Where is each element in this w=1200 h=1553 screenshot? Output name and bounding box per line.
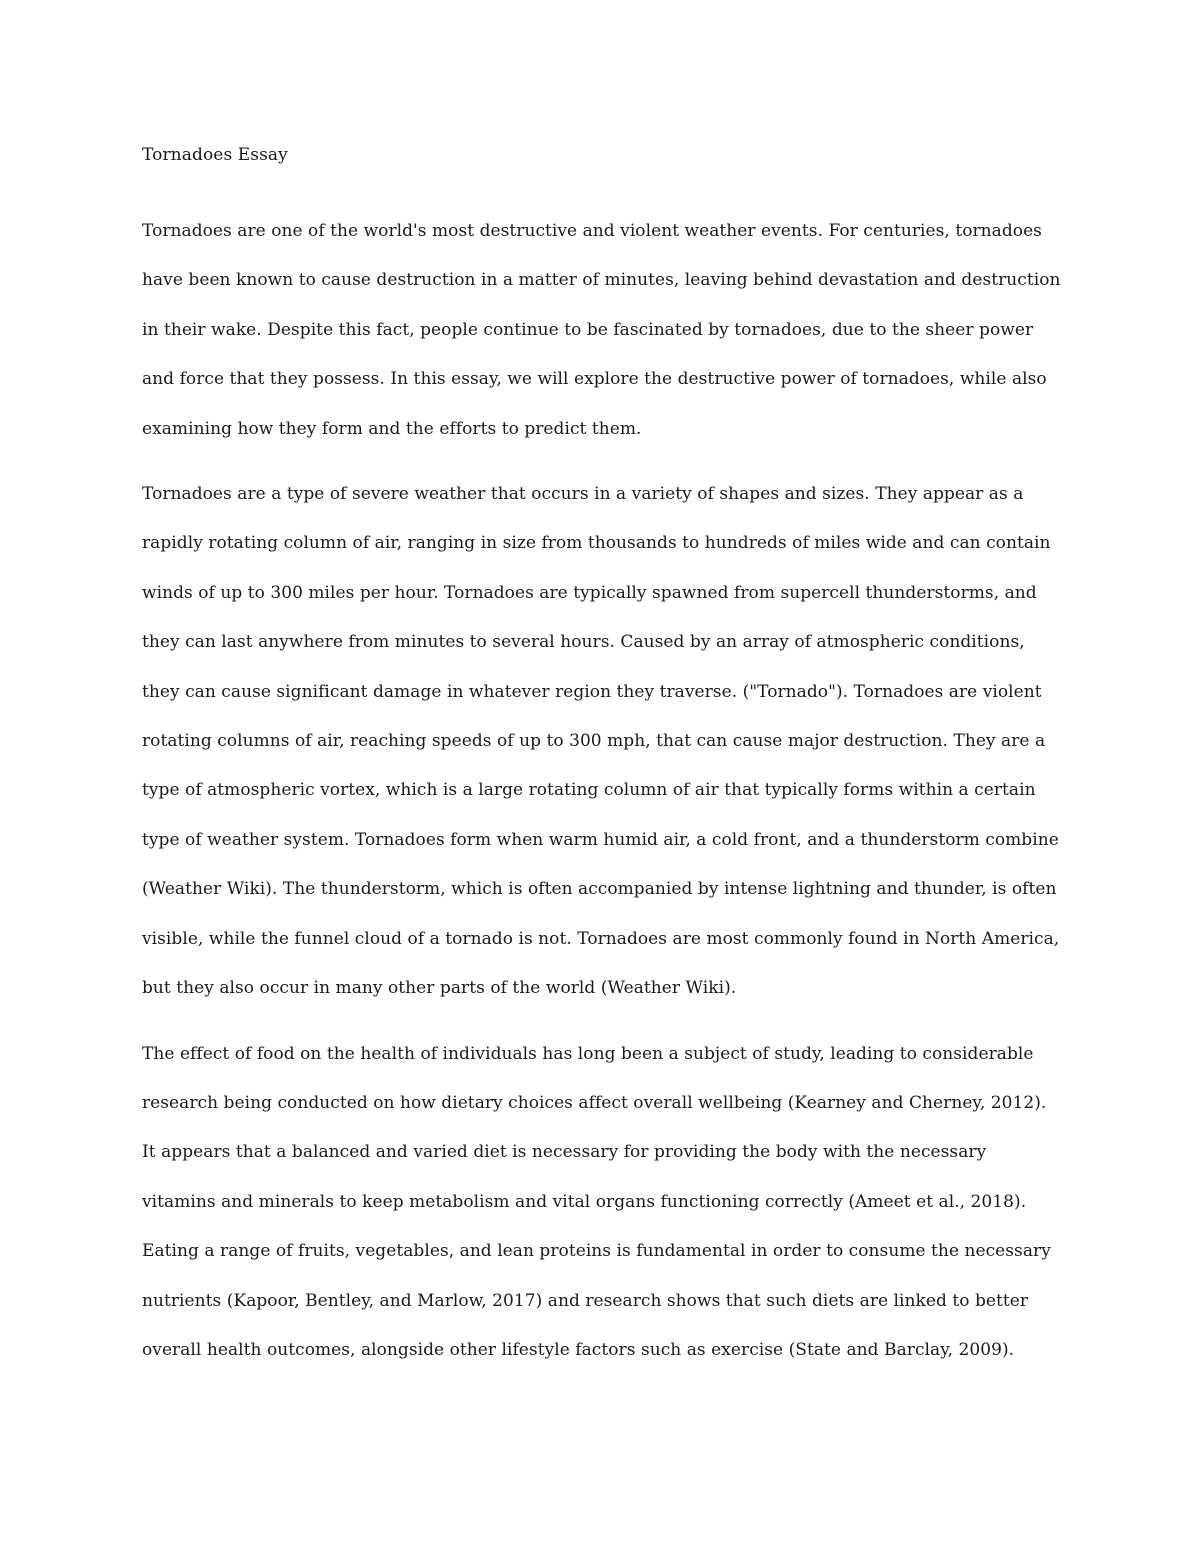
paragraph-intro: Tornadoes are one of the world's most destructive and violent weather events. For centuries, tornadoes have been known to cause destruction in a matter of minutes, leaving behind devastation and destruction in their wake. Despite this fact, people continue to be fascinated by tornadoes, due to the sheer power and force that they possess. In this essay, we will explore the destructive power of tornadoes, while also examining how they form and the efforts to predict them.: [142, 221, 1061, 439]
paragraph-tornado-formation: Tornadoes are a type of severe weather that occurs in a variety of shapes and sizes. They appear as a rapidly rotating column of air, ranging in size from thousands to hundreds of miles wide and can contain winds of up to 300 miles per hour. Tornadoes are typically spawned from supercell thunderstorms, and they can last anywhere from minutes to several hours. Caused by an array of atmospheric conditions, they can cause significant damage in whatever region they traverse. ("Tornado"). Tornadoes are violent rotating columns of air, reaching speeds of up to 300 mph, that can cause major destruction. They are a type of atmospheric vortex, which is a large rotating column of air that typically forms within a certain type of weather system. Tornadoes form when warm humid air, a cold front, and a thunderstorm combine (Weather Wiki). The thunderstorm, which is often accompanied by intense lightning and thunder, is often visible, while the funnel cloud of a tornado is not. Tornadoes are most commonly found in North America, but they also occur in many other parts of the world (Weather Wiki).: [142, 484, 1060, 999]
document-body: [142, 139, 1062, 1391]
paragraph-diet-health: The effect of food on the health of individuals has long been a subject of study, leading to considerable research being conducted on how dietary choices affect overall wellbeing (Kearney and Cherney, 2012). It appears that a balanced and varied diet is necessary for providing the body with the necessary vitamins and minerals to keep metabolism and vital organs functioning correctly (Ameet et al., 2018). Eating a range of fruits, vegetables, and lean proteins is fundamental in order to consume the necessary nutrients (Kapoor, Bentley, and Marlow, 2017) and research shows that such diets are linked to better overall health outcomes, alongside other lifestyle factors such as exercise (State and Barclay, 2009).: [142, 1043, 1051, 1360]
document-title: Tornadoes Essay: [142, 145, 288, 165]
